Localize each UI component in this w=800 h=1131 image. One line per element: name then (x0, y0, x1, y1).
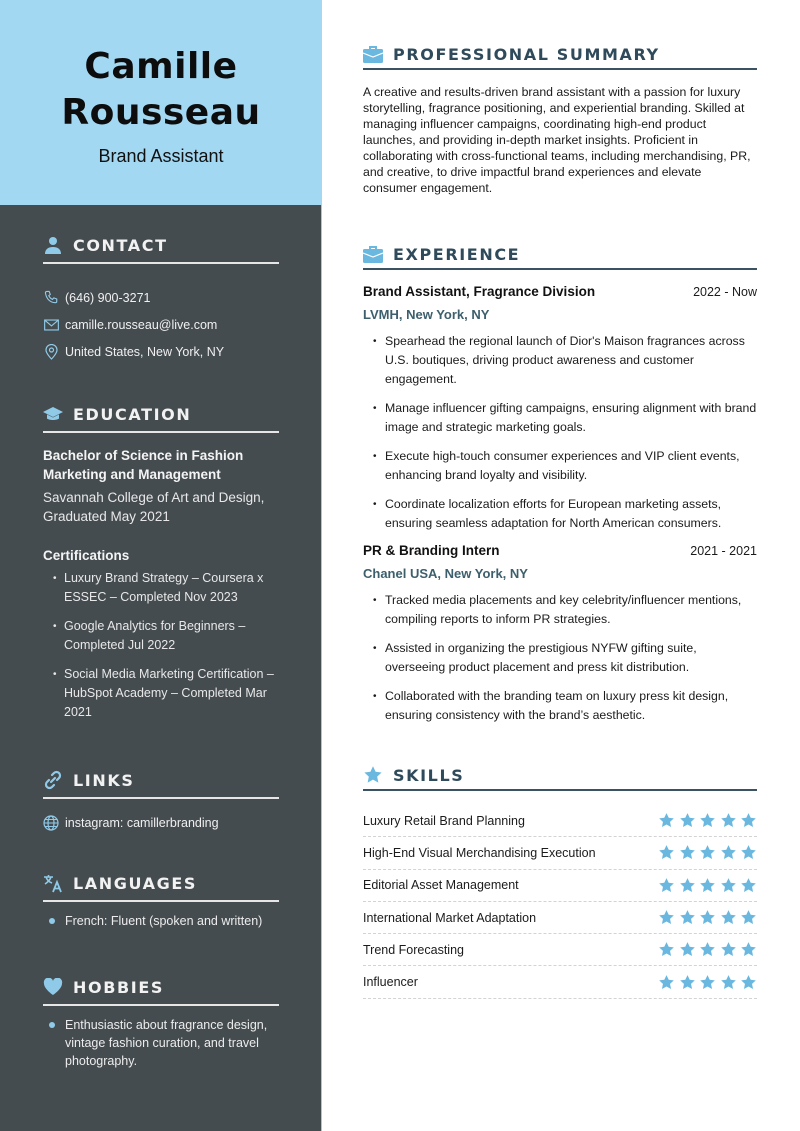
skill-rating (658, 941, 757, 958)
skill-row (363, 837, 757, 869)
envelope-icon (43, 317, 59, 333)
skill-name: International Market Adaptation (363, 910, 537, 925)
certification-item: • Social Media Marketing Certification – HubSpot Academy – Completed Mar 2021 (53, 665, 279, 722)
contact-location: United States, New York, NY (43, 338, 279, 365)
job-bullet: • Tracked media placements and key celebrity/influencer mentions, compiling reports to inform PR strategies. (373, 591, 757, 629)
heart-icon (43, 977, 63, 997)
skill-name: Luxury Retail Brand Planning (363, 813, 525, 828)
skill-row (363, 805, 757, 837)
job-bullets (363, 591, 757, 725)
rating-star-icon (720, 812, 737, 829)
rating-star-icon (658, 812, 675, 829)
job-bullet: • Manage influencer gifting campaigns, ensuring alignment with brand image and strategic marketing goals. (373, 399, 757, 437)
summary-text: A creative and results-driven brand assistant with a passion for luxury storytelling, fragrance positioning, and experiential branding. Skilled at managing influencer campaigns, coordinating high-end product launches, and providing in-depth market insights. Proficient in collaborating with cross-functional teams, including merchandising, PR, and creative, to drive impactful brand experiences and elevate consumer engagement. (363, 85, 751, 195)
link-icon (43, 770, 63, 790)
links-heading: LINKS (43, 767, 279, 799)
rating-star-icon (720, 974, 737, 991)
briefcase-icon (363, 44, 383, 64)
rating-star-icon (679, 941, 696, 958)
contact-phone[interactable]: (646) 900-3271 (43, 284, 279, 311)
candidate-name (0, 44, 322, 136)
languages-heading: LANGUAGES (43, 870, 279, 902)
links-section (43, 767, 279, 836)
rating-star-icon (740, 812, 757, 829)
rating-star-icon (720, 877, 737, 894)
user-icon (43, 235, 63, 255)
job-role: Brand Assistant, Fragrance Division (363, 284, 596, 299)
rating-star-icon (720, 941, 737, 958)
graduation-cap-icon (43, 404, 63, 424)
education-heading: EDUCATION (43, 401, 279, 433)
education-school: Savannah College of Art and Design, Graduated May 2021 (43, 490, 265, 524)
skill-rating (658, 877, 757, 894)
skill-name: Trend Forecasting (363, 942, 464, 957)
certification-item: • Luxury Brand Strategy – Coursera x ESSEC – Completed Nov 2023 (53, 569, 279, 607)
rating-star-icon (679, 909, 696, 926)
name-line-2: Rousseau (61, 92, 261, 133)
contact-heading: CONTACT (43, 232, 279, 264)
certifications-heading: Certifications (43, 548, 130, 563)
skill-rating (658, 974, 757, 991)
education-section (43, 401, 279, 732)
contact-section (43, 232, 279, 365)
job-entry (363, 543, 757, 725)
skill-rating (658, 844, 757, 861)
briefcase-icon (363, 244, 383, 264)
rating-star-icon (740, 974, 757, 991)
rating-star-icon (720, 844, 737, 861)
experience-section (363, 240, 757, 735)
skills-heading: SKILLS (363, 761, 757, 791)
rating-star-icon (679, 844, 696, 861)
language-item: French: Fluent (spoken and written) (47, 912, 279, 930)
rating-star-icon (658, 909, 675, 926)
rating-star-icon (699, 941, 716, 958)
link-instagram[interactable]: instagram: camillerbranding (43, 809, 279, 836)
rating-star-icon (679, 974, 696, 991)
job-bullet: • Assisted in organizing the prestigious NYFW gifting suite, overseeing product placement and press kit distribution. (373, 639, 757, 677)
translate-icon (43, 873, 63, 893)
skills-section (363, 761, 757, 999)
job-title: Brand Assistant (98, 146, 224, 166)
job-bullet: • Collaborated with the branding team on luxury press kit design, ensuring consistency with the brand’s aesthetic. (373, 687, 757, 725)
summary-heading: PROFESSIONAL SUMMARY (363, 40, 757, 70)
job-company: LVMH, New York, NY (363, 307, 490, 322)
hobbies-list (43, 1016, 279, 1070)
rating-star-icon (720, 909, 737, 926)
skill-name: Influencer (363, 975, 418, 990)
job-bullets (363, 332, 757, 533)
skill-row (363, 870, 757, 902)
job-dates: 2021 - 2021 (690, 544, 757, 558)
star-icon (363, 765, 383, 785)
rating-star-icon (658, 844, 675, 861)
job-bullet: • Spearhead the regional launch of Dior's Maison fragrances across U.S. boutiques, driving product awareness and customer engagement. (373, 332, 757, 389)
skill-name: High-End Visual Merchandising Execution (363, 845, 596, 860)
skill-row (363, 902, 757, 934)
job-role: PR & Branding Intern (363, 543, 500, 558)
rating-star-icon (658, 974, 675, 991)
skill-row (363, 966, 757, 998)
rating-star-icon (699, 844, 716, 861)
languages-section (43, 870, 279, 930)
skill-row (363, 934, 757, 966)
hobbies-heading: HOBBIES (43, 974, 279, 1006)
job-dates: 2022 - Now (693, 285, 757, 299)
globe-icon (43, 815, 59, 831)
job-bullet: • Coordinate localization efforts for European marketing assets, ensuring seamless adaptation for North American consumers. (373, 495, 757, 533)
skill-name: Editorial Asset Management (363, 878, 519, 893)
rating-star-icon (740, 941, 757, 958)
rating-star-icon (699, 812, 716, 829)
job-company: Chanel USA, New York, NY (363, 566, 528, 581)
rating-star-icon (699, 909, 716, 926)
contact-email[interactable]: camille.rousseau@live.com (43, 311, 279, 338)
rating-star-icon (658, 941, 675, 958)
phone-icon (43, 290, 59, 306)
header-hero (0, 0, 322, 205)
certifications-list (43, 569, 279, 722)
job-entry (363, 284, 757, 533)
name-line-1: Camille (84, 46, 238, 87)
languages-list (43, 912, 279, 930)
rating-star-icon (679, 812, 696, 829)
summary-section (363, 40, 757, 196)
certification-item: • Google Analytics for Beginners – Completed Jul 2022 (53, 617, 279, 655)
rating-star-icon (679, 877, 696, 894)
location-pin-icon (43, 344, 59, 360)
rating-star-icon (740, 844, 757, 861)
skill-rating (658, 909, 757, 926)
job-bullet: • Execute high-touch consumer experiences and VIP client events, enhancing brand loyalty and visibility. (373, 447, 757, 485)
rating-star-icon (658, 877, 675, 894)
rating-star-icon (740, 877, 757, 894)
experience-heading: EXPERIENCE (363, 240, 757, 270)
hobby-item: Enthusiastic about fragrance design, vintage fashion curation, and travel photography. (47, 1016, 279, 1070)
rating-star-icon (740, 909, 757, 926)
skill-rating (658, 812, 757, 829)
skills-list (363, 805, 757, 999)
hobbies-section (43, 974, 279, 1070)
rating-star-icon (699, 974, 716, 991)
rating-star-icon (699, 877, 716, 894)
education-degree: Bachelor of Science in Fashion Marketing and Management (43, 448, 244, 482)
